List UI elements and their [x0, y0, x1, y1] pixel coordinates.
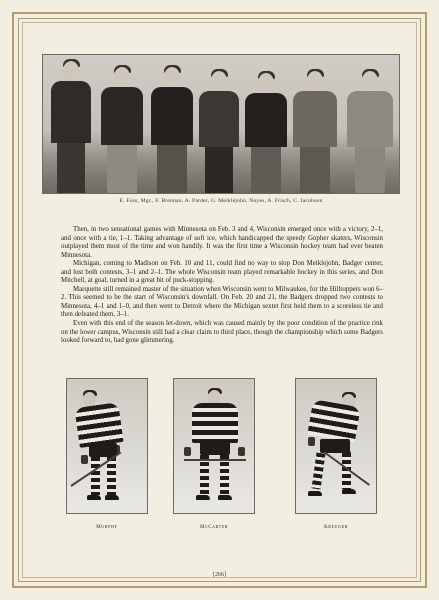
- player-photo-murphy: [66, 378, 148, 514]
- team-member: [243, 54, 289, 193]
- team-member: [345, 54, 395, 193]
- team-member: [197, 54, 241, 193]
- player-photo-mccarter: [173, 378, 255, 514]
- team-member: [99, 54, 145, 193]
- team-member: [149, 54, 195, 193]
- team-photo-caption: E. Foss, Mgr., F. Brennan, A. Parder, G. Meiklejohn, Noyes, A. Frisch, C. Jacobson: [119, 198, 323, 204]
- player-photo-kreuger: [295, 378, 377, 514]
- paragraph: Even with this end of the season let-down, which was caused mainly by the poor condition of the practice rink on the lower campus, Wisconsin still had a clear claim to third place, though the championship which some Badgers looked forward to, had gone glimmering.: [61, 320, 383, 345]
- article-body: [61, 226, 383, 346]
- player-name: Murphy: [96, 525, 118, 530]
- team-member: [49, 54, 93, 193]
- team-photo: [42, 54, 400, 194]
- paragraph: Marquette still remained master of the situation when Wisconsin went to Milwaukee, for the Hilltoppers won 6–2. This seemed to be the start of Wisconsin's downfall. On Feb. 20 and 21, the Badgers dropped two contests to Minnesota, 4–1 and 1–0, and then went to Detroit where the Michigan sextet first held them to a scoreless tie and then defeated them, 3–1.: [61, 285, 383, 319]
- team-member: [291, 54, 339, 193]
- page-number: [266]: [213, 572, 226, 578]
- paragraph: Then, in two sensational games with Minnesota on Feb. 3 and 4, Wisconsin emerged once with a victory, 2–1, and once with a tie, 1–1. Taking advantage of soft ice, which handicapped the speedy Gopher skaters, Wisconsin outplayed them most of the time and won handily. It was the first time a Wisconsin hockey team had ever beaten Minnesota.: [61, 226, 383, 259]
- paragraph: Michigan, coming to Madison on Feb. 10 and 11, could find no way to stop Don Meiklejohn, Badger center, and lost both contests, 3–1 and 2–1. The whole Wisconsin team played remarkable hockey in this series, and Don Mitchell, at goal, turned in a great bit of puck-stopping.: [61, 260, 383, 285]
- player-name: McCarter: [199, 525, 229, 530]
- player-name: Kreuger: [324, 525, 348, 530]
